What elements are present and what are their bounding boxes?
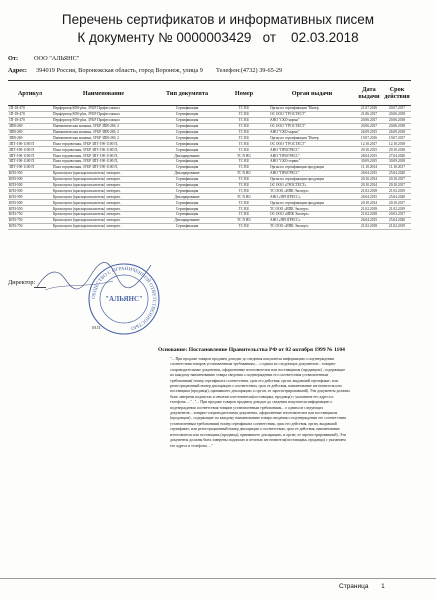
table-cell: 20.10.2014: [355, 200, 383, 206]
column-header: Тип документа: [155, 81, 219, 106]
table-cell: 1П-18-470: [8, 117, 52, 123]
table-cell: Орган по сертификации "Интер: [269, 135, 355, 141]
page-footer: [0, 578, 436, 600]
excerpt-line: поставщика (продавца), принявшего декларацию, и орган, ее зарегистрировавший). Эти документы должны: [170, 389, 350, 394]
table-cell: 21.02.2019: [383, 223, 411, 229]
table-cell: ЗПВ-269: [8, 135, 52, 141]
excerpt-line: подтверждении соответствия товаров установленным требованиям... о одним из следующих: [170, 405, 324, 410]
table-cell: Перфоратор SDS-plus, ЗУБР Профессионал: [52, 117, 155, 123]
table-cell: ТС RU: [219, 159, 269, 165]
document-title: Перечень сертификатов и информативных писем: [61, 12, 375, 27]
table-cell: ТС RU: [219, 129, 269, 135]
table-cell: КПЗ-500: [8, 194, 52, 200]
table-cell: ТС RU: [219, 164, 269, 170]
table-cell: КПЗ-500: [8, 188, 52, 194]
column-header: Дата выдачи: [355, 81, 383, 106]
table-cell: 21.02.2018: [355, 206, 383, 212]
table-cell: Декларирование: [155, 194, 219, 200]
table-cell: КПЗ-500: [8, 176, 52, 182]
table-cell: 21.07.2016: [355, 106, 383, 112]
table-cell: Перфоратор SDS-plus, ЗУБР Профессионал: [52, 111, 155, 117]
table-cell: 19.07.2017: [383, 135, 411, 141]
table-cell: 1П-18-470: [8, 106, 52, 112]
table-cell: 21.02.2019: [383, 206, 411, 212]
table-cell: Декларирование: [155, 153, 219, 159]
table-cell: Пила торцовочная, ЗУБР ЗПТ-190-1100 П,: [52, 141, 155, 147]
table-cell: Декларирование: [155, 170, 219, 176]
table-cell: Сертификация: [155, 164, 219, 170]
supplier-label: От:: [8, 55, 19, 62]
table-header-row: [8, 81, 411, 106]
table-cell: ТС RU: [219, 206, 269, 212]
table-cell: 21.02.2018: [355, 212, 383, 218]
table-cell: 20.10.2017: [383, 176, 411, 182]
table-cell: Сертификация: [155, 159, 219, 165]
table-cell: Декларирование: [155, 217, 219, 223]
table-cell: 25.04.2020: [383, 170, 411, 176]
table-cell: Пневматическая машина, ЗУБР ЗПВ-269, 2: [52, 135, 155, 141]
supplier-value: ООО "АЛЬЯНС": [34, 55, 80, 62]
table-cell: ОС ООО "ГРОСТЕСТ": [269, 141, 355, 147]
director-label: Директор:: [8, 279, 36, 286]
table-cell: 26.04.2015: [355, 217, 383, 223]
seal-outer-text: ОБЩЕСТВО С ОГРАНИЧЕННОЙ ОТВЕТСТВЕННОСТЬЮ: [91, 266, 157, 331]
table-cell: Краскопульт (краскораспылитель) электрич.: [52, 206, 155, 212]
table-cell: ТС RU: [219, 135, 269, 141]
table-cell: ОС ООО "ГРОСТЕСТ": [269, 111, 355, 117]
excerpt-line: установленным требованиям( номер сертификата соответствия, срок его действия, орган, выдавший: [170, 421, 337, 426]
legal-basis: Основание: Постановление Правительства РФ от 02 октября 1999 № 1104: [158, 347, 345, 353]
table-cell: ЗПТ-190-1100 П: [8, 141, 52, 147]
table-cell: 29.10.2015: [355, 147, 383, 153]
table-cell: ТС N RU: [219, 170, 269, 176]
table-cell: ТС ООО «ИПК Эксперт»: [269, 223, 355, 229]
table-cell: Орган по сертификации продукции: [269, 200, 355, 206]
table-cell: ТС RU: [219, 223, 269, 229]
table-cell: ЗПВ-269: [8, 123, 52, 129]
table-cell: АНО "СКО-норма": [269, 117, 355, 123]
excerpt-line: по каждому наименованию товара сведения о подтверждении его соответствия установленным: [170, 373, 329, 378]
certificates-table: [8, 80, 411, 230]
table-cell: Орган по сертификации продукции: [269, 164, 355, 170]
table-cell: ТС RU: [219, 147, 269, 153]
table-cell: Сертификация: [155, 135, 219, 141]
table-cell: Пила торцовочная, ЗУБР ЗПТ-190-1100 П,: [52, 164, 155, 170]
table-cell: Орган по сертификации "Интер: [269, 106, 355, 112]
table-cell: Краскопульт (краскораспылитель) электрич.: [52, 188, 155, 194]
column-header: Орган выдачи: [269, 81, 355, 106]
address-line: [8, 67, 283, 74]
excerpt-line: документы должны быть заверены подписью и печатью изготовителя(поставщика, продавца) с указанием: [170, 438, 346, 443]
table-cell: 11.10.2017: [383, 164, 411, 170]
table-cell: ТС RU: [219, 117, 269, 123]
table-cell: 27.04.2020: [383, 153, 411, 159]
table-cell: 21.02.2018: [355, 188, 383, 194]
table-cell: 28.04.2015: [355, 153, 383, 159]
page-label: Страница: [339, 583, 369, 590]
table-cell: 12.10.2017: [355, 141, 383, 147]
table-cell: Краскопульт (краскораспылитель) электрич.: [52, 182, 155, 188]
table-cell: Сертификация: [155, 200, 219, 206]
table-cell: ТС RU: [219, 212, 269, 218]
table-cell: Сертификация: [155, 188, 219, 194]
table-cell: АНО «ПРОГРЕСС»: [269, 194, 355, 200]
table-cell: 20.07.2017: [383, 106, 411, 112]
table-cell: ЗПТ-190-1100 П: [8, 164, 52, 170]
table-cell: Краскопульт (краскораспылитель) электрич.: [52, 223, 155, 229]
table-cell: 20.06.2017: [355, 117, 383, 123]
table-cell: Сертификация: [155, 182, 219, 188]
table-cell: 20.10.2014: [355, 176, 383, 182]
table-cell: КПЗ-750: [8, 212, 52, 218]
table-cell: ТС N RU: [219, 153, 269, 159]
table-cell: 30.09.2018: [383, 159, 411, 165]
column-header: Номер: [219, 81, 269, 106]
supplier-line: [8, 55, 80, 62]
table-cell: 21.06.2017: [355, 111, 383, 117]
table-cell: 20.06.2018: [383, 117, 411, 123]
table-cell: 20.10.2017: [383, 182, 411, 188]
excerpt-line: сертификат; или регистрационный номер декларации о соответствии, срок ее действия, наименование: [170, 427, 340, 432]
table-cell: 21.02.2019: [383, 188, 411, 194]
table-cell: ТС ООО «ИПК Эксперт»: [269, 188, 355, 194]
seal-center-text: "АЛЬЯНС": [105, 295, 143, 303]
table-cell: ТС RU: [219, 176, 269, 182]
excerpt-line: сопроводительные документы, оформленные изготовителем или поставщиком (продавцом) , содержащие: [170, 367, 346, 372]
table-cell: Краскопульт (краскораспылитель) электрич.: [52, 200, 155, 206]
table-cell: КПЗ-550: [8, 206, 52, 212]
excerpt-line: соответствия товаров установленным требованиям.... о одним из следующих документов:.. товарно-: [170, 362, 337, 367]
table-cell: 20.06.2018: [383, 123, 411, 129]
table-cell: ТС RU: [219, 141, 269, 147]
excerpt-line: документов:...товарно-сопроводительная документы, оформленные изготовителем или поставщиком: [170, 411, 338, 416]
table-cell: 21.02.2018: [355, 223, 383, 229]
table-cell: Сертификация: [155, 106, 219, 112]
excerpt-line: регистрационный номер декларации о соответствии, срок ее действия, наименование изготовителя или: [170, 384, 342, 389]
table-cell: Краскопульт (краскораспылитель) электрич.: [52, 217, 155, 223]
excerpt-line: "... При продаже товаров продавец доводит до сведения покупателя информацию о подтверждении: [170, 357, 335, 361]
stamp-place-note: М.П.: [92, 325, 102, 330]
excerpt-line: изготовителя или поставщика (продавца), принявшего декларацию, и орган, ее зарегистрировавший). Эти: [170, 432, 346, 437]
table-cell: КПЗ-500: [8, 200, 52, 206]
table-row: [8, 223, 411, 229]
table-cell: КПЗ-500: [8, 182, 52, 188]
table-cell: Пила торцовочная, ЗУБР ЗПТ-190-1100 П,: [52, 153, 155, 159]
table-cell: Сертификация: [155, 212, 219, 218]
table-cell: 19.07.2016: [355, 135, 383, 141]
table-cell: ЗПВ-269: [8, 129, 52, 135]
table-cell: ОС ООО "ГРОСТЕСТ": [269, 123, 355, 129]
table-cell: Пневматическая машина, ЗУБР ЗПВ-269, 2: [52, 123, 155, 129]
table-cell: ТС N RU: [219, 217, 269, 223]
table-cell: 26.09.2018: [383, 129, 411, 135]
regulation-excerpt: [170, 357, 416, 449]
table-cell: 30.09.2015: [355, 159, 383, 165]
excerpt-line: его адреса и телефона. ...": [170, 443, 214, 448]
table-cell: ЗПТ-190-1100 П: [8, 153, 52, 159]
table-cell: Краскопульт (краскораспылитель) электрич.: [52, 194, 155, 200]
table-cell: ТС RU: [219, 188, 269, 194]
table-cell: ТС RU: [219, 182, 269, 188]
address-label: Адрес:: [8, 67, 27, 74]
table-cell: Пила торцовочная, ЗУБР ЗПТ-190-1100 П,: [52, 159, 155, 165]
excerpt-line: (продавцом) , содержащие по каждому наименованию товара сведения о подтверждении его соответствия: [170, 416, 346, 421]
table-cell: 20.06.2017: [355, 123, 383, 129]
table-cell: Сертификация: [155, 206, 219, 212]
table-cell: ТС ООО «ИПК Эксперт»: [269, 206, 355, 212]
table-cell: ТС RU: [219, 200, 269, 206]
table-cell: 12.10.2018: [383, 141, 411, 147]
table-cell: Пневматическая машина, ЗУБР ЗПВ-269, 2: [52, 129, 155, 135]
table-cell: Краскопульт (краскораспылитель) электрич.: [52, 170, 155, 176]
table-cell: 26.04.2015: [355, 170, 383, 176]
table-cell: 26.09.2015: [355, 129, 383, 135]
excerpt-line: требованиям( номер сертификата соответствия, срок его действия, орган, выдавший сертификат; или: [170, 378, 338, 383]
page-number: 1: [381, 583, 385, 590]
column-header: Артикул: [8, 81, 52, 106]
column-header: Наименование: [52, 81, 155, 106]
table-body: [8, 106, 411, 230]
table-cell: 26.04.2015: [355, 194, 383, 200]
table-cell: Перфоратор SDS-plus, ЗУБР Профессионал: [52, 106, 155, 112]
table-cell: 25.04.2020: [383, 194, 411, 200]
table-cell: Краскопульт (краскораспылитель) электрич.: [52, 212, 155, 218]
page-indicator: [339, 583, 385, 590]
table-cell: Сертификация: [155, 123, 219, 129]
address-value: 394019 Россия, Воронежская область, город Воронеж, улица 9: [36, 67, 203, 74]
document-subtitle: К документу № 0000003429 от 02.03.2018: [77, 30, 359, 45]
table-cell: Сертификация: [155, 129, 219, 135]
table-cell: АНО "ПРОГРЕСС": [269, 147, 355, 153]
table-cell: Сертификация: [155, 111, 219, 117]
column-header: Срок действия: [383, 81, 411, 106]
table-cell: АНО "СКО-сервис": [269, 159, 355, 165]
table-cell: АНО "ПРОГРЕСС": [269, 153, 355, 159]
table-cell: АНО "ПРОГРЕСС": [269, 170, 355, 176]
table-cell: 20.06.2018: [383, 111, 411, 117]
table-cell: КПЗ-750: [8, 223, 52, 229]
table-cell: Сертификация: [155, 176, 219, 182]
table-cell: Сертификация: [155, 117, 219, 123]
table-cell: 25.04.2020: [383, 217, 411, 223]
footer-rule: [0, 578, 436, 579]
table-cell: 20.03.2017: [383, 212, 411, 218]
phone-value: Телефон:(4732) 39-65-29: [216, 67, 283, 74]
table-cell: АНО "СКО-норма": [269, 129, 355, 135]
table-cell: Сертификация: [155, 223, 219, 229]
table-cell: 1П-18-470: [8, 111, 52, 117]
table-cell: ЗПТ-190-1100 П: [8, 159, 52, 165]
table-cell: ОС ООО «ГРОСТЕСТ»: [269, 182, 355, 188]
signature-line: [34, 287, 46, 288]
table-cell: 20.10.2014: [355, 182, 383, 188]
excerpt-line: быть заверены подписью и печатью изготовителя(поставщика, продавца) с указанием его адреса и: [170, 394, 334, 399]
table-cell: 11.10.2014: [355, 164, 383, 170]
excerpt-line: телефона. ..." , "... При продаже товаров продавец доводит до сведения покупателя информацию о: [170, 400, 333, 405]
table-cell: 29.10.2018: [383, 147, 411, 153]
table-cell: Пила торцовочная, ЗУБР ЗПТ-190-1100 П,: [52, 147, 155, 153]
table-cell: АНО «ПРОГРЕСС»: [269, 217, 355, 223]
table-cell: Сертификация: [155, 147, 219, 153]
table-cell: Орган по сертификации продукции: [269, 176, 355, 182]
table-cell: КПЗ-350: [8, 170, 52, 176]
table-cell: ТС N RU: [219, 194, 269, 200]
table-cell: ТС RU: [219, 123, 269, 129]
table-cell: 20.10.2017: [383, 200, 411, 206]
table-cell: ТС RU: [219, 106, 269, 112]
table-cell: КПЗ-750: [8, 217, 52, 223]
table-cell: Сертификация: [155, 141, 219, 147]
table-cell: Краскопульт (краскораспылитель) электрич.: [52, 176, 155, 182]
table-cell: ЗПТ-190-1100 П: [8, 147, 52, 153]
table-cell: ОС ООО «ИПК Эксперт»: [269, 212, 355, 218]
table-cell: ТС RU: [219, 111, 269, 117]
